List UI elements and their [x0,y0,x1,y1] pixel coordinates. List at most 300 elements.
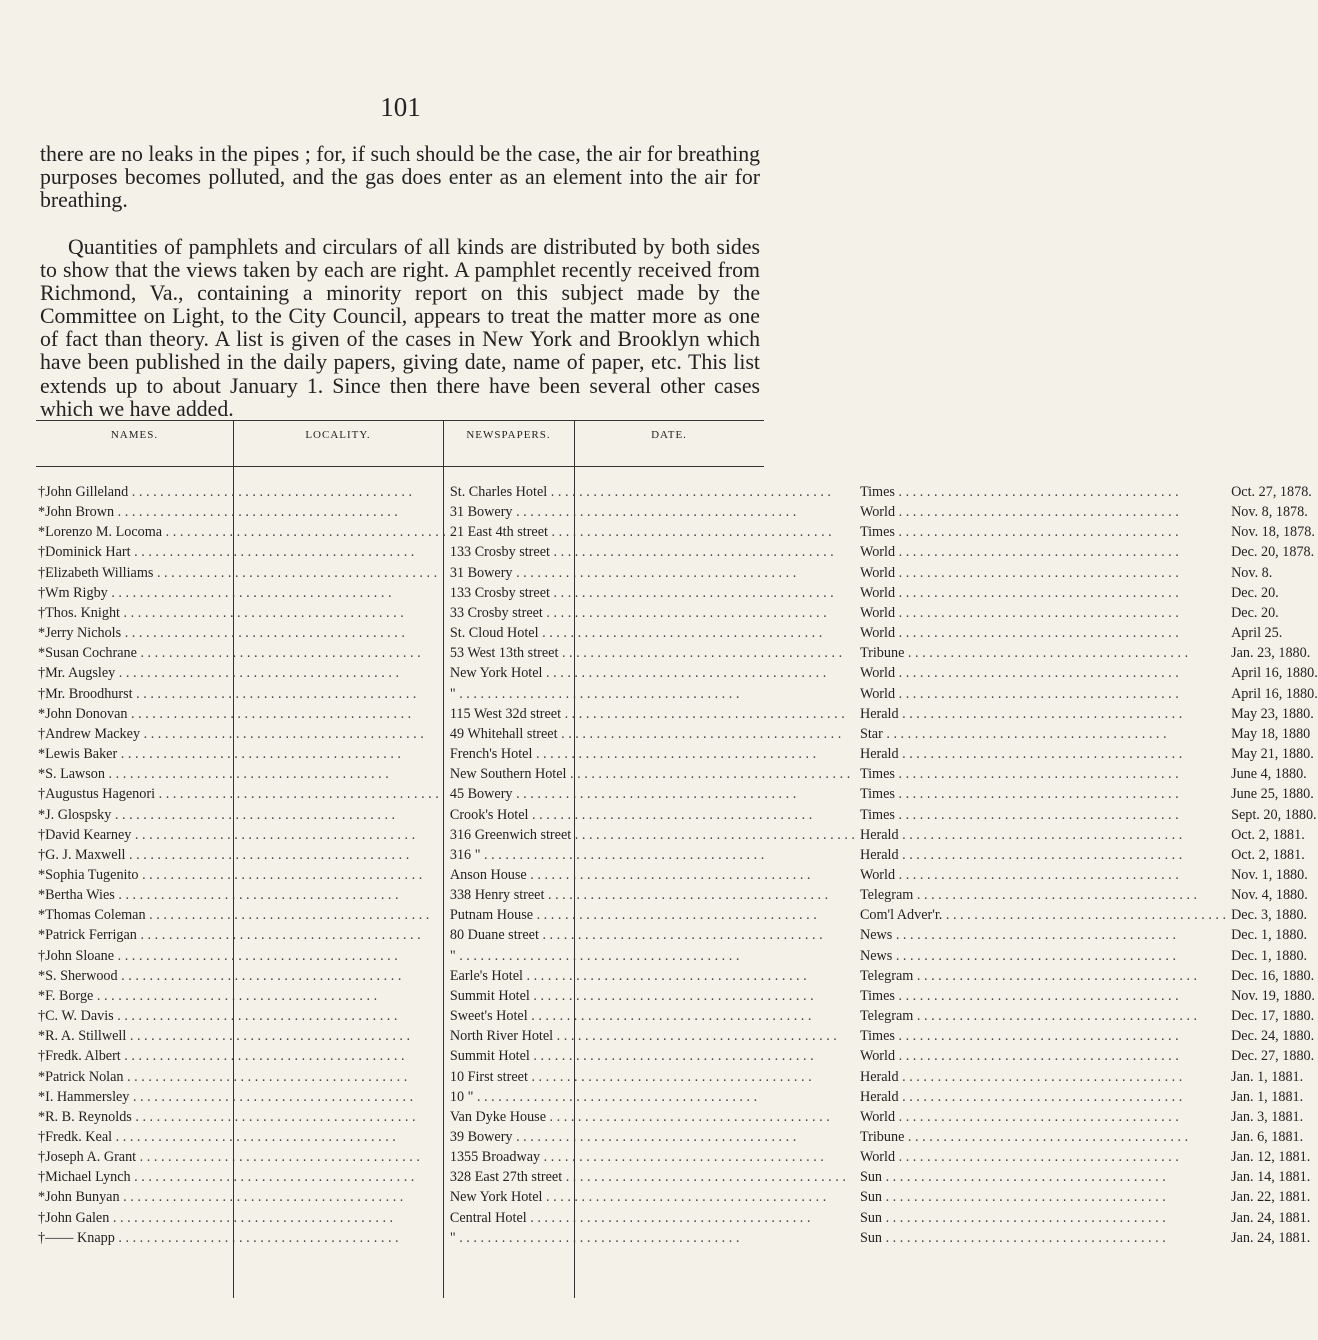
dot-leader: . . . . . . . . . . . . . . . . . . . . . . . . . . . . . . . . . . . . . . . . [549,584,834,601]
table-row [36,623,1318,643]
case-name: †John Sloane . . . . . . . . . . . . . . . . . . . . . . . . . . . . . . . . . . . . . . . . [38,947,398,964]
case-locality: 39 Bowery . . . . . . . . . . . . . . . . . . . . . . . . . . . . . . . . . . . . . . . . [449,1129,797,1145]
dot-leader: . . . . . . . . . . . . . . . . . . . . . . . . . . . . . . . . . . . . . . . . [145,907,430,924]
paragraph: Quantities of pamphlets and circulars of all kinds are distributed by both sides to show that the views taken by each are right. A pamphlet recently received from Richmond, Va., containing a minority report on this subject made by the Committee on Light, to the City Council, appears to treat the matter more as one of fact than theory. A list is given of the cases in New York and Brooklyn which have been published in the daily papers, giving date, name of paper, etc. This list extends up to about January 1. Since then there have been several other cases which we have added. [40,235,760,421]
dot-leader: . . . . . . . . . . . . . . . . . . . . . . . . . . . . . . . . . . . . . . . . [109,1209,394,1226]
dot-leader: . . . . . . . . . . . . . . . . . . . . . . . . . . . . . . . . . . . . . . . . [130,1169,415,1186]
case-date: Jan. 1, 1881. [1231,1088,1304,1105]
case-newspaper: World . . . . . . . . . . . . . . . . . . . . . . . . . . . . . . . . . . . . . . . . [859,604,1179,621]
dot-leader: . . . . . . . . . . . . . . . . . . . . . . . . . . . . . . . . . . . . . . . . [898,705,1183,722]
case-locality: " . . . . . . . . . . . . . . . . . . . . . . . . . . . . . . . . . . . . . . . . [449,947,740,964]
dot-leader: . . . . . . . . . . . . . . . . . . . . . . . . . . . . . . . . . . . . . . . . [512,1129,797,1145]
dot-leader: . . . . . . . . . . . . . . . . . . . . . . . . . . . . . . . . . . . . . . . . [561,705,845,722]
case-date: Dec. 20. [1231,584,1279,601]
case-name: *John Bunyan . . . . . . . . . . . . . . . . . . . . . . . . . . . . . . . . . . . . . . . . [38,1189,404,1206]
case-locality: Sweet's Hotel . . . . . . . . . . . . . . . . . . . . . . . . . . . . . . . . . . . . . . . . [449,1008,812,1025]
column-header-names: NAMES. [110,429,159,441]
cases-table-body [36,482,1318,1248]
dot-leader: . . . . . . . . . . . . . . . . . . . . . . . . . . . . . . . . . . . . . . . . [913,1008,1198,1025]
case-date: Dec. 27, 1880. [1231,1048,1315,1065]
case-newspaper: Times . . . . . . . . . . . . . . . . . . . . . . . . . . . . . . . . . . . . . . . . [859,806,1179,823]
case-name: †Elizabeth Williams . . . . . . . . . . . . . . . . . . . . . . . . . . . . . . . . . . . . . . . . [38,564,438,581]
case-locality: North River Hotel . . . . . . . . . . . . . . . . . . . . . . . . . . . . . . . . . . . . . . . . [449,1028,837,1045]
dot-leader: . . . . . . . . . . . . . . . . . . . . . . . . . . . . . . . . . . . . . . . . [136,1149,420,1166]
dot-leader: . . . . . . . . . . . . . . . . . . . . . . . . . . . . . . . . . . . . . . . . [892,927,1177,944]
dot-leader: . . . . . . . . . . . . . . . . . . . . . . . . . . . . . . . . . . . . . . . . [130,544,415,561]
case-locality: St. Cloud Hotel . . . . . . . . . . . . . . . . . . . . . . . . . . . . . . . . . . . . . . . . [449,625,823,642]
case-name: *Lewis Baker . . . . . . . . . . . . . . . . . . . . . . . . . . . . . . . . . . . . . . . . [38,746,401,763]
dot-leader: . . . . . . . . . . . . . . . . . . . . . . . . . . . . . . . . . . . . . . . . [544,887,829,904]
case-date: Jan. 14, 1881. [1231,1169,1311,1186]
case-name: *I. Hammersley . . . . . . . . . . . . . . . . . . . . . . . . . . . . . . . . . . . . . . . . [38,1088,414,1105]
case-name: *John Donovan . . . . . . . . . . . . . . . . . . . . . . . . . . . . . . . . . . . . . . . . [38,705,412,722]
dot-leader: . . . . . . . . . . . . . . . . . . . . . . . . . . . . . . . . . . . . . . . . [895,1108,1179,1125]
dot-leader: . . . . . . . . . . . . . . . . . . . . . . . . . . . . . . . . . . . . . . . . [533,907,817,924]
dot-leader: . . . . . . . . . . . . . . . . . . . . . . . . . . . . . . . . . . . . . . . . [117,967,402,984]
dot-leader: . . . . . . . . . . . . . . . . . . . . . . . . . . . . . . . . . . . . . . . . [131,1108,416,1125]
case-locality: New York Hotel . . . . . . . . . . . . . . . . . . . . . . . . . . . . . . . . . . . . . . . . [449,1189,827,1206]
table-row [36,744,1318,764]
dot-leader: . . . . . . . . . . . . . . . . . . . . . . . . . . . . . . . . . . . . . . . . [895,685,1179,702]
dot-leader: . . . . . . . . . . . . . . . . . . . . . . . . . . . . . . . . . . . . . . . . [136,927,421,944]
table-row [36,925,1318,945]
column-header-newspapers: NEWSPAPERS. [466,429,551,441]
case-newspaper: Sun . . . . . . . . . . . . . . . . . . . . . . . . . . . . . . . . . . . . . . . . [859,1169,1166,1186]
table-row [36,643,1318,663]
case-newspaper: World . . . . . . . . . . . . . . . . . . . . . . . . . . . . . . . . . . . . . . . . [859,866,1179,883]
case-newspaper: Herald . . . . . . . . . . . . . . . . . . . . . . . . . . . . . . . . . . . . . . . . [859,705,1183,722]
dot-leader: . . . . . . . . . . . . . . . . . . . . . . . . . . . . . . . . . . . . . . . . [547,524,832,541]
table-row [36,542,1318,562]
dot-leader: . . . . . . . . . . . . . . . . . . . . . . . . . . . . . . . . . . . . . . . . [898,746,1183,763]
dot-leader: . . . . . . . . . . . . . . . . . . . . . . . . . . . . . . . . . . . . . . . . [120,1048,405,1065]
case-name: †Mr. Broodhurst . . . . . . . . . . . . . . . . . . . . . . . . . . . . . . . . . . . . . . . . [38,685,417,702]
dot-leader: . . . . . . . . . . . . . . . . . . . . . . . . . . . . . . . . . . . . . . . . [562,1169,846,1186]
dot-leader: . . . . . . . . . . . . . . . . . . . . . . . . . . . . . . . . . . . . . . . . [571,826,855,843]
case-locality: 33 Crosby street . . . . . . . . . . . . . . . . . . . . . . . . . . . . . . . . . . . . . . . . [449,604,827,621]
case-date: May 18, 1880 [1231,725,1311,742]
case-date: Dec. 1, 1880. [1231,927,1308,944]
dot-leader: . . . . . . . . . . . . . . . . . . . . . . . . . . . . . . . . . . . . . . . . [540,1149,824,1166]
table-row [36,663,1318,683]
case-newspaper: World . . . . . . . . . . . . . . . . . . . . . . . . . . . . . . . . . . . . . . . . [859,1048,1179,1065]
dot-leader: . . . . . . . . . . . . . . . . . . . . . . . . . . . . . . . . . . . . . . . . [522,967,807,984]
case-newspaper: Com'l Adver'r. . . . . . . . . . . . . . . . . . . . . . . . . . . . . . . . . . . . . . . . . [859,907,1227,924]
case-date: Jan. 24, 1881. [1231,1229,1311,1246]
case-locality: Earle's Hotel . . . . . . . . . . . . . . . . . . . . . . . . . . . . . . . . . . . . . . . . [449,967,807,984]
case-name: †Joseph A. Grant . . . . . . . . . . . . . . . . . . . . . . . . . . . . . . . . . . . . . . . . [38,1149,420,1166]
case-name: *J. Glospsky . . . . . . . . . . . . . . . . . . . . . . . . . . . . . . . . . . . . . . . . [38,806,396,823]
dot-leader: . . . . . . . . . . . . . . . . . . . . . . . . . . . . . . . . . . . . . . . . [904,1129,1189,1145]
case-name: *Sophia Tugenito . . . . . . . . . . . . . . . . . . . . . . . . . . . . . . . . . . . . . . . . [38,866,423,883]
dot-leader: . . . . . . . . . . . . . . . . . . . . . . . . . . . . . . . . . . . . . . . . [942,907,1227,924]
dot-leader: . . . . . . . . . . . . . . . . . . . . . . . . . . . . . . . . . . . . . . . . [895,544,1179,561]
dot-leader: . . . . . . . . . . . . . . . . . . . . . . . . . . . . . . . . . . . . . . . . [542,665,827,682]
dot-leader: . . . . . . . . . . . . . . . . . . . . . . . . . . . . . . . . . . . . . . . . [93,987,378,1004]
dot-leader: . . . . . . . . . . . . . . . . . . . . . . . . . . . . . . . . . . . . . . . . [894,786,1179,803]
case-date: Dec. 20, 1878. [1231,544,1315,561]
dot-leader: . . . . . . . . . . . . . . . . . . . . . . . . . . . . . . . . . . . . . . . . [557,725,842,742]
case-newspaper: News . . . . . . . . . . . . . . . . . . . . . . . . . . . . . . . . . . . . . . . . [859,947,1177,964]
table-row [36,482,1318,502]
table-row [36,865,1318,885]
case-locality: Crook's Hotel . . . . . . . . . . . . . . . . . . . . . . . . . . . . . . . . . . . . . . . . [449,806,813,823]
case-locality: New York Hotel . . . . . . . . . . . . . . . . . . . . . . . . . . . . . . . . . . . . . . . . [449,665,827,682]
case-name: †Michael Lynch . . . . . . . . . . . . . . . . . . . . . . . . . . . . . . . . . . . . . . . . [38,1169,415,1186]
case-name: †Fredk. Keal . . . . . . . . . . . . . . . . . . . . . . . . . . . . . . . . . . . . . . . . [38,1129,396,1145]
dot-leader: . . . . . . . . . . . . . . . . . . . . . . . . . . . . . . . . . . . . . . . . [894,766,1179,783]
dot-leader: . . . . . . . . . . . . . . . . . . . . . . . . . . . . . . . . . . . . . . . . [898,846,1183,863]
case-locality: Central Hotel . . . . . . . . . . . . . . . . . . . . . . . . . . . . . . . . . . . . . . . . [449,1209,811,1226]
dot-leader: . . . . . . . . . . . . . . . . . . . . . . . . . . . . . . . . . . . . . . . . [529,987,814,1004]
dot-leader: . . . . . . . . . . . . . . . . . . . . . . . . . . . . . . . . . . . . . . . . [913,887,1198,904]
case-locality: 31 Bowery . . . . . . . . . . . . . . . . . . . . . . . . . . . . . . . . . . . . . . . . [449,564,797,581]
dot-leader: . . . . . . . . . . . . . . . . . . . . . . . . . . . . . . . . . . . . . . . . [894,524,1179,541]
case-newspaper: Star . . . . . . . . . . . . . . . . . . . . . . . . . . . . . . . . . . . . . . . . [859,725,1167,742]
case-newspaper: Telegram . . . . . . . . . . . . . . . . . . . . . . . . . . . . . . . . . . . . . . . . [859,887,1198,904]
dot-leader: . . . . . . . . . . . . . . . . . . . . . . . . . . . . . . . . . . . . . . . . [138,866,423,883]
dot-leader: . . . . . . . . . . . . . . . . . . . . . . . . . . . . . . . . . . . . . . . . [894,1028,1179,1045]
column-header-locality: LOCALITY. [305,429,371,441]
case-locality: 21 East 4th street . . . . . . . . . . . . . . . . . . . . . . . . . . . . . . . . . . . . . . . . [449,524,832,541]
table-row [36,1026,1318,1046]
dot-leader: . . . . . . . . . . . . . . . . . . . . . . . . . . . . . . . . . . . . . . . . [473,1088,758,1105]
dot-leader: . . . . . . . . . . . . . . . . . . . . . . . . . . . . . . . . . . . . . . . . [882,1169,1166,1186]
dot-leader: . . . . . . . . . . . . . . . . . . . . . . . . . . . . . . . . . . . . . . . . [529,1048,814,1065]
case-locality: 316 Greenwich street . . . . . . . . . . . . . . . . . . . . . . . . . . . . . . . . . . . . . . . . [449,826,855,843]
paragraph: there are no leaks in the pipes ; for, if such should be the case, the air for breathing purposes becomes polluted, and the gas does enter as an element into the air for breathing. [40,142,760,213]
case-date: April 16, 1880. [1231,665,1318,682]
case-name: *Lorenzo M. Locoma . . . . . . . . . . . . . . . . . . . . . . . . . . . . . . . . . . . . . . . . [38,524,446,541]
dot-leader: . . . . . . . . . . . . . . . . . . . . . . . . . . . . . . . . . . . . . . . . [882,1229,1166,1246]
dot-leader: . . . . . . . . . . . . . . . . . . . . . . . . . . . . . . . . . . . . . . . . [904,645,1189,662]
case-date: Nov. 1, 1880. [1231,866,1308,883]
table-row [36,1087,1318,1107]
case-newspaper: Telegram . . . . . . . . . . . . . . . . . . . . . . . . . . . . . . . . . . . . . . . . [859,967,1198,984]
table-row [36,784,1318,804]
case-newspaper: Times . . . . . . . . . . . . . . . . . . . . . . . . . . . . . . . . . . . . . . . . [859,987,1179,1004]
case-name: †C. W. Davis . . . . . . . . . . . . . . . . . . . . . . . . . . . . . . . . . . . . . . . . [38,1008,398,1025]
table-row [36,1127,1318,1147]
case-locality: Anson House . . . . . . . . . . . . . . . . . . . . . . . . . . . . . . . . . . . . . . . . [449,866,811,883]
case-locality: 1355 Broadway . . . . . . . . . . . . . . . . . . . . . . . . . . . . . . . . . . . . . . . . [449,1149,824,1166]
case-date: April 16, 1880. [1231,685,1318,702]
table-top-rule [36,420,764,421]
case-date: Dec. 20. [1231,604,1279,621]
dot-leader: . . . . . . . . . . . . . . . . . . . . . . . . . . . . . . . . . . . . . . . . [526,1209,811,1226]
dot-leader: . . . . . . . . . . . . . . . . . . . . . . . . . . . . . . . . . . . . . . . . [114,1229,399,1246]
dot-leader: . . . . . . . . . . . . . . . . . . . . . . . . . . . . . . . . . . . . . . . . [895,625,1179,642]
case-name: †G. J. Maxwell . . . . . . . . . . . . . . . . . . . . . . . . . . . . . . . . . . . . . . . . [38,846,410,863]
dot-leader: . . . . . . . . . . . . . . . . . . . . . . . . . . . . . . . . . . . . . . . . [898,1068,1183,1085]
dot-leader: . . . . . . . . . . . . . . . . . . . . . . . . . . . . . . . . . . . . . . . . [895,604,1179,621]
case-name: †Augustus Hagenori . . . . . . . . . . . . . . . . . . . . . . . . . . . . . . . . . . . . . . . . [38,786,439,803]
dot-leader: . . . . . . . . . . . . . . . . . . . . . . . . . . . . . . . . . . . . . . . . [898,1088,1183,1105]
case-date: Jan. 23, 1880. [1231,645,1311,662]
dot-leader: . . . . . . . . . . . . . . . . . . . . . . . . . . . . . . . . . . . . . . . . [895,564,1179,581]
table-row [36,1006,1318,1026]
table-row [36,583,1318,603]
dot-leader: . . . . . . . . . . . . . . . . . . . . . . . . . . . . . . . . . . . . . . . . [117,746,401,763]
column-header-date: DATE. [651,429,687,441]
case-date: Oct. 2, 1881. [1231,826,1305,843]
dot-leader: . . . . . . . . . . . . . . . . . . . . . . . . . . . . . . . . . . . . . . . . [129,1088,414,1105]
case-name: †Wm Rigby . . . . . . . . . . . . . . . . . . . . . . . . . . . . . . . . . . . . . . . . [38,584,392,601]
case-newspaper: Telegram . . . . . . . . . . . . . . . . . . . . . . . . . . . . . . . . . . . . . . . . [859,1008,1198,1025]
case-date: Jan. 24, 1881. [1231,1209,1311,1226]
case-locality: 45 Bowery . . . . . . . . . . . . . . . . . . . . . . . . . . . . . . . . . . . . . . . . [449,786,797,803]
dot-leader: . . . . . . . . . . . . . . . . . . . . . . . . . . . . . . . . . . . . . . . . [538,927,823,944]
dot-leader: . . . . . . . . . . . . . . . . . . . . . . . . . . . . . . . . . . . . . . . . [123,1068,408,1085]
case-newspaper: Sun . . . . . . . . . . . . . . . . . . . . . . . . . . . . . . . . . . . . . . . . [859,1229,1166,1246]
dot-leader: . . . . . . . . . . . . . . . . . . . . . . . . . . . . . . . . . . . . . . . . [526,866,811,883]
dot-leader: . . . . . . . . . . . . . . . . . . . . . . . . . . . . . . . . . . . . . . . . [153,564,438,581]
dot-leader: . . . . . . . . . . . . . . . . . . . . . . . . . . . . . . . . . . . . . . . . [547,484,831,500]
table-row [36,966,1318,986]
case-newspaper: World . . . . . . . . . . . . . . . . . . . . . . . . . . . . . . . . . . . . . . . . [859,665,1179,682]
case-name: *John Brown . . . . . . . . . . . . . . . . . . . . . . . . . . . . . . . . . . . . . . . . [38,504,398,521]
case-name: *Patrick Ferrigan . . . . . . . . . . . . . . . . . . . . . . . . . . . . . . . . . . . . . . . . [38,927,421,944]
dot-leader: . . . . . . . . . . . . . . . . . . . . . . . . . . . . . . . . . . . . . . . . [114,947,398,964]
case-locality: 10 " . . . . . . . . . . . . . . . . . . . . . . . . . . . . . . . . . . . . . . . . [449,1088,758,1105]
case-date: Nov. 4, 1880. [1231,887,1308,904]
case-date: Oct. 27, 1878. [1231,484,1312,500]
case-locality: French's Hotel . . . . . . . . . . . . . . . . . . . . . . . . . . . . . . . . . . . . . . . . [449,746,817,763]
case-name: †John Gilleland . . . . . . . . . . . . . . . . . . . . . . . . . . . . . . . . . . . . . . . . [38,484,412,500]
case-name: †David Kearney . . . . . . . . . . . . . . . . . . . . . . . . . . . . . . . . . . . . . . . . [38,826,416,843]
table-row [36,825,1318,845]
case-date: Nov. 18, 1878. [1231,524,1315,541]
dot-leader: . . . . . . . . . . . . . . . . . . . . . . . . . . . . . . . . . . . . . . . . [882,1189,1166,1206]
table-row [36,764,1318,784]
dot-leader: . . . . . . . . . . . . . . . . . . . . . . . . . . . . . . . . . . . . . . . . [512,786,797,803]
dot-leader: . . . . . . . . . . . . . . . . . . . . . . . . . . . . . . . . . . . . . . . . [895,866,1179,883]
table-row [36,724,1318,744]
case-date: Jan. 12, 1881. [1231,1149,1311,1166]
case-name: †Dominick Hart . . . . . . . . . . . . . . . . . . . . . . . . . . . . . . . . . . . . . . . . [38,544,415,561]
table-row [36,1208,1318,1228]
case-locality: Van Dyke House . . . . . . . . . . . . . . . . . . . . . . . . . . . . . . . . . . . . . . . . [449,1108,830,1125]
case-locality: 10 First street . . . . . . . . . . . . . . . . . . . . . . . . . . . . . . . . . . . . . . . . [449,1068,812,1085]
dot-leader: . . . . . . . . . . . . . . . . . . . . . . . . . . . . . . . . . . . . . . . . [894,987,1179,1004]
case-locality: St. Charles Hotel . . . . . . . . . . . . . . . . . . . . . . . . . . . . . . . . . . . . . . . . [449,484,831,500]
dot-leader: . . . . . . . . . . . . . . . . . . . . . . . . . . . . . . . . . . . . . . . . [114,887,399,904]
case-newspaper: Sun . . . . . . . . . . . . . . . . . . . . . . . . . . . . . . . . . . . . . . . . [859,1189,1166,1206]
dot-leader: . . . . . . . . . . . . . . . . . . . . . . . . . . . . . . . . . . . . . . . . [566,766,851,783]
dot-leader: . . . . . . . . . . . . . . . . . . . . . . . . . . . . . . . . . . . . . . . . [115,665,399,682]
case-newspaper: World . . . . . . . . . . . . . . . . . . . . . . . . . . . . . . . . . . . . . . . . [859,1149,1179,1166]
case-newspaper: World . . . . . . . . . . . . . . . . . . . . . . . . . . . . . . . . . . . . . . . . [859,504,1179,521]
case-name: †Fredk. Albert . . . . . . . . . . . . . . . . . . . . . . . . . . . . . . . . . . . . . . . . [38,1048,405,1065]
table-row [36,1167,1318,1187]
dot-leader: . . . . . . . . . . . . . . . . . . . . . . . . . . . . . . . . . . . . . . . . [895,584,1179,601]
case-newspaper: World . . . . . . . . . . . . . . . . . . . . . . . . . . . . . . . . . . . . . . . . [859,564,1179,581]
case-newspaper: Tribune . . . . . . . . . . . . . . . . . . . . . . . . . . . . . . . . . . . . . . . . [859,1129,1189,1145]
dot-leader: . . . . . . . . . . . . . . . . . . . . . . . . . . . . . . . . . . . . . . . . [527,1008,812,1025]
dot-leader: . . . . . . . . . . . . . . . . . . . . . . . . . . . . . . . . . . . . . . . . [162,524,446,541]
case-locality: 31 Bowery . . . . . . . . . . . . . . . . . . . . . . . . . . . . . . . . . . . . . . . . [449,504,797,521]
case-locality: 133 Crosby street . . . . . . . . . . . . . . . . . . . . . . . . . . . . . . . . . . . . . . . . [449,584,834,601]
case-date: Nov. 8. [1231,564,1273,581]
case-date: Jan. 3, 1881. [1231,1108,1304,1125]
case-name: †Andrew Mackey . . . . . . . . . . . . . . . . . . . . . . . . . . . . . . . . . . . . . . . . [38,725,424,742]
case-date: June 25, 1880. [1231,786,1314,803]
case-date: Jan. 22, 1881. [1231,1189,1311,1206]
table-row [36,885,1318,905]
case-locality: 338 Henry street . . . . . . . . . . . . . . . . . . . . . . . . . . . . . . . . . . . . . . . . [449,887,829,904]
case-newspaper: Herald . . . . . . . . . . . . . . . . . . . . . . . . . . . . . . . . . . . . . . . . [859,1088,1183,1105]
dot-leader: . . . . . . . . . . . . . . . . . . . . . . . . . . . . . . . . . . . . . . . . [895,665,1179,682]
table-row [36,946,1318,966]
case-date: Jan. 1, 1881. [1231,1068,1304,1085]
table-row [36,563,1318,583]
dot-leader: . . . . . . . . . . . . . . . . . . . . . . . . . . . . . . . . . . . . . . . . [542,1189,827,1206]
table-row [36,502,1318,522]
dot-leader: . . . . . . . . . . . . . . . . . . . . . . . . . . . . . . . . . . . . . . . . [111,806,396,823]
case-name: *R. A. Stillwell . . . . . . . . . . . . . . . . . . . . . . . . . . . . . . . . . . . . . . . . [38,1028,411,1045]
table-row [36,845,1318,865]
dot-leader: . . . . . . . . . . . . . . . . . . . . . . . . . . . . . . . . . . . . . . . . [894,484,1179,500]
case-name: †John Galen . . . . . . . . . . . . . . . . . . . . . . . . . . . . . . . . . . . . . . . . [38,1209,394,1226]
dot-leader: . . . . . . . . . . . . . . . . . . . . . . . . . . . . . . . . . . . . . . . . [126,1028,411,1045]
dot-leader: . . . . . . . . . . . . . . . . . . . . . . . . . . . . . . . . . . . . . . . . [546,1108,830,1125]
case-locality: 316 " . . . . . . . . . . . . . . . . . . . . . . . . . . . . . . . . . . . . . . . . [449,846,765,863]
case-locality: 80 Duane street . . . . . . . . . . . . . . . . . . . . . . . . . . . . . . . . . . . . . . . . [449,927,823,944]
case-locality: " . . . . . . . . . . . . . . . . . . . . . . . . . . . . . . . . . . . . . . . . [449,1229,740,1246]
case-newspaper: Herald . . . . . . . . . . . . . . . . . . . . . . . . . . . . . . . . . . . . . . . . [859,1068,1183,1085]
case-locality: New Southern Hotel . . . . . . . . . . . . . . . . . . . . . . . . . . . . . . . . . . . . . . . . [449,766,851,783]
table-row [36,1147,1318,1167]
case-date: Jan. 6, 1881. [1231,1129,1304,1145]
dot-leader: . . . . . . . . . . . . . . . . . . . . . . . . . . . . . . . . . . . . . . . . [527,1068,812,1085]
dot-leader: . . . . . . . . . . . . . . . . . . . . . . . . . . . . . . . . . . . . . . . . [913,967,1198,984]
case-name: †—— Knapp . . . . . . . . . . . . . . . . . . . . . . . . . . . . . . . . . . . . . . . . [38,1229,399,1246]
case-newspaper: World . . . . . . . . . . . . . . . . . . . . . . . . . . . . . . . . . . . . . . . . [859,544,1179,561]
case-date: Dec. 1, 1880. [1231,947,1308,964]
dot-leader: . . . . . . . . . . . . . . . . . . . . . . . . . . . . . . . . . . . . . . . . [105,766,389,783]
dot-leader: . . . . . . . . . . . . . . . . . . . . . . . . . . . . . . . . . . . . . . . . [512,504,797,521]
case-newspaper: Herald . . . . . . . . . . . . . . . . . . . . . . . . . . . . . . . . . . . . . . . . [859,746,1183,763]
case-locality: Summit Hotel . . . . . . . . . . . . . . . . . . . . . . . . . . . . . . . . . . . . . . . . [449,987,814,1004]
table-row [36,905,1318,925]
case-date: May 21, 1880. [1231,746,1314,763]
case-date: Dec. 3, 1880. [1231,907,1308,924]
case-newspaper: Times . . . . . . . . . . . . . . . . . . . . . . . . . . . . . . . . . . . . . . . . [859,1028,1179,1045]
case-date: Dec. 17, 1880. [1231,1008,1315,1025]
dot-leader: . . . . . . . . . . . . . . . . . . . . . . . . . . . . . . . . . . . . . . . . [119,604,404,621]
table-row [36,986,1318,1006]
case-name: *Bertha Wies . . . . . . . . . . . . . . . . . . . . . . . . . . . . . . . . . . . . . . . . [38,887,399,904]
case-date: Nov. 8, 1878. [1231,504,1308,521]
table-row [36,522,1318,542]
case-newspaper: World . . . . . . . . . . . . . . . . . . . . . . . . . . . . . . . . . . . . . . . . [859,625,1179,642]
dot-leader: . . . . . . . . . . . . . . . . . . . . . . . . . . . . . . . . . . . . . . . . [895,504,1179,521]
dot-leader: . . . . . . . . . . . . . . . . . . . . . . . . . . . . . . . . . . . . . . . . [882,725,1167,742]
table-row [36,1228,1318,1248]
dot-leader: . . . . . . . . . . . . . . . . . . . . . . . . . . . . . . . . . . . . . . . . [558,645,843,662]
dot-leader: . . . . . . . . . . . . . . . . . . . . . . . . . . . . . . . . . . . . . . . . [532,746,817,763]
case-newspaper: World . . . . . . . . . . . . . . . . . . . . . . . . . . . . . . . . . . . . . . . . [859,685,1179,702]
case-locality: Putnam House . . . . . . . . . . . . . . . . . . . . . . . . . . . . . . . . . . . . . . . . [449,907,817,924]
case-newspaper: Tribune . . . . . . . . . . . . . . . . . . . . . . . . . . . . . . . . . . . . . . . . [859,645,1189,662]
case-locality: 49 Whitehall street . . . . . . . . . . . . . . . . . . . . . . . . . . . . . . . . . . . . . . . . [449,725,842,742]
case-newspaper: World . . . . . . . . . . . . . . . . . . . . . . . . . . . . . . . . . . . . . . . . [859,584,1179,601]
table-row [36,1107,1318,1127]
dot-leader: . . . . . . . . . . . . . . . . . . . . . . . . . . . . . . . . . . . . . . . . [455,1229,740,1246]
dot-leader: . . . . . . . . . . . . . . . . . . . . . . . . . . . . . . . . . . . . . . . . [895,1149,1179,1166]
dot-leader: . . . . . . . . . . . . . . . . . . . . . . . . . . . . . . . . . . . . . . . . [894,806,1179,823]
dot-leader: . . . . . . . . . . . . . . . . . . . . . . . . . . . . . . . . . . . . . . . . [112,1129,396,1145]
case-name: *Susan Cochrane . . . . . . . . . . . . . . . . . . . . . . . . . . . . . . . . . . . . . . . . [38,645,421,662]
case-date: Sept. 20, 1880. [1231,806,1317,823]
case-locality: 133 Crosby street . . . . . . . . . . . . . . . . . . . . . . . . . . . . . . . . . . . . . . . . [449,544,834,561]
dot-leader: . . . . . . . . . . . . . . . . . . . . . . . . . . . . . . . . . . . . . . . . [882,1209,1166,1226]
case-name: *R. B. Reynolds . . . . . . . . . . . . . . . . . . . . . . . . . . . . . . . . . . . . . . . . [38,1108,416,1125]
case-date: Dec. 16, 1880. [1231,967,1315,984]
case-locality: 53 West 13th street . . . . . . . . . . . . . . . . . . . . . . . . . . . . . . . . . . . . . . . . [449,645,843,662]
case-name: *Jerry Nichols . . . . . . . . . . . . . . . . . . . . . . . . . . . . . . . . . . . . . . . . [38,625,405,642]
page-number: 101 [380,92,421,122]
dot-leader: . . . . . . . . . . . . . . . . . . . . . . . . . . . . . . . . . . . . . . . . [892,947,1177,964]
dot-leader: . . . . . . . . . . . . . . . . . . . . . . . . . . . . . . . . . . . . . . . . [121,625,405,642]
dot-leader: . . . . . . . . . . . . . . . . . . . . . . . . . . . . . . . . . . . . . . . . [455,947,740,964]
dot-leader: . . . . . . . . . . . . . . . . . . . . . . . . . . . . . . . . . . . . . . . . [895,1048,1179,1065]
case-name: †Mr. Augsley . . . . . . . . . . . . . . . . . . . . . . . . . . . . . . . . . . . . . . . . [38,665,399,682]
dot-leader: . . . . . . . . . . . . . . . . . . . . . . . . . . . . . . . . . . . . . . . . [553,1028,837,1045]
cases-table [36,482,1318,1248]
case-date: Dec. 24, 1880. [1231,1028,1315,1045]
case-name: *Thomas Coleman . . . . . . . . . . . . . . . . . . . . . . . . . . . . . . . . . . . . . . . . [38,907,430,924]
case-name: †Thos. Knight . . . . . . . . . . . . . . . . . . . . . . . . . . . . . . . . . . . . . . . . [38,604,404,621]
case-date: May 23, 1880. [1231,705,1314,722]
dot-leader: . . . . . . . . . . . . . . . . . . . . . . . . . . . . . . . . . . . . . . . . [542,604,827,621]
case-name: *Patrick Nolan . . . . . . . . . . . . . . . . . . . . . . . . . . . . . . . . . . . . . . . . [38,1068,408,1085]
table-row [36,603,1318,623]
case-date: Nov. 19, 1880. [1231,987,1315,1004]
dot-leader: . . . . . . . . . . . . . . . . . . . . . . . . . . . . . . . . . . . . . . . . [107,584,392,601]
table-row [36,1046,1318,1066]
dot-leader: . . . . . . . . . . . . . . . . . . . . . . . . . . . . . . . . . . . . . . . . [136,645,421,662]
case-date: Oct. 2, 1881. [1231,846,1305,863]
dot-leader: . . . . . . . . . . . . . . . . . . . . . . . . . . . . . . . . . . . . . . . . [480,846,765,863]
case-newspaper: Times . . . . . . . . . . . . . . . . . . . . . . . . . . . . . . . . . . . . . . . . [859,484,1179,500]
case-date: April 25. [1231,625,1283,642]
case-date: June 4, 1880. [1231,766,1307,783]
case-newspaper: Herald . . . . . . . . . . . . . . . . . . . . . . . . . . . . . . . . . . . . . . . . [859,846,1183,863]
case-newspaper: World . . . . . . . . . . . . . . . . . . . . . . . . . . . . . . . . . . . . . . . . [859,1108,1179,1125]
dot-leader: . . . . . . . . . . . . . . . . . . . . . . . . . . . . . . . . . . . . . . . . [549,544,834,561]
dot-leader: . . . . . . . . . . . . . . . . . . . . . . . . . . . . . . . . . . . . . . . . [512,564,797,581]
case-newspaper: Times . . . . . . . . . . . . . . . . . . . . . . . . . . . . . . . . . . . . . . . . [859,524,1179,541]
dot-leader: . . . . . . . . . . . . . . . . . . . . . . . . . . . . . . . . . . . . . . . . [538,625,823,642]
case-newspaper: News . . . . . . . . . . . . . . . . . . . . . . . . . . . . . . . . . . . . . . . . [859,927,1177,944]
dot-leader: . . . . . . . . . . . . . . . . . . . . . . . . . . . . . . . . . . . . . . . . [125,846,410,863]
case-newspaper: Times . . . . . . . . . . . . . . . . . . . . . . . . . . . . . . . . . . . . . . . . [859,766,1179,783]
table-row [36,684,1318,704]
dot-leader: . . . . . . . . . . . . . . . . . . . . . . . . . . . . . . . . . . . . . . . . [119,1189,404,1206]
dot-leader: . . . . . . . . . . . . . . . . . . . . . . . . . . . . . . . . . . . . . . . . [128,484,412,500]
table-row [36,805,1318,825]
case-locality: Summit Hotel . . . . . . . . . . . . . . . . . . . . . . . . . . . . . . . . . . . . . . . . [449,1048,814,1065]
table-header-rule [36,466,764,467]
dot-leader: . . . . . . . . . . . . . . . . . . . . . . . . . . . . . . . . . . . . . . . . [113,1008,398,1025]
dot-leader: . . . . . . . . . . . . . . . . . . . . . . . . . . . . . . . . . . . . . . . . [131,826,416,843]
dot-leader: . . . . . . . . . . . . . . . . . . . . . . . . . . . . . . . . . . . . . . . . [528,806,813,823]
case-newspaper: Herald . . . . . . . . . . . . . . . . . . . . . . . . . . . . . . . . . . . . . . . . [859,826,1183,843]
case-name: *S. Sherwood . . . . . . . . . . . . . . . . . . . . . . . . . . . . . . . . . . . . . . . . [38,967,402,984]
dot-leader: . . . . . . . . . . . . . . . . . . . . . . . . . . . . . . . . . . . . . . . . [132,685,417,702]
case-newspaper: Sun . . . . . . . . . . . . . . . . . . . . . . . . . . . . . . . . . . . . . . . . [859,1209,1166,1226]
